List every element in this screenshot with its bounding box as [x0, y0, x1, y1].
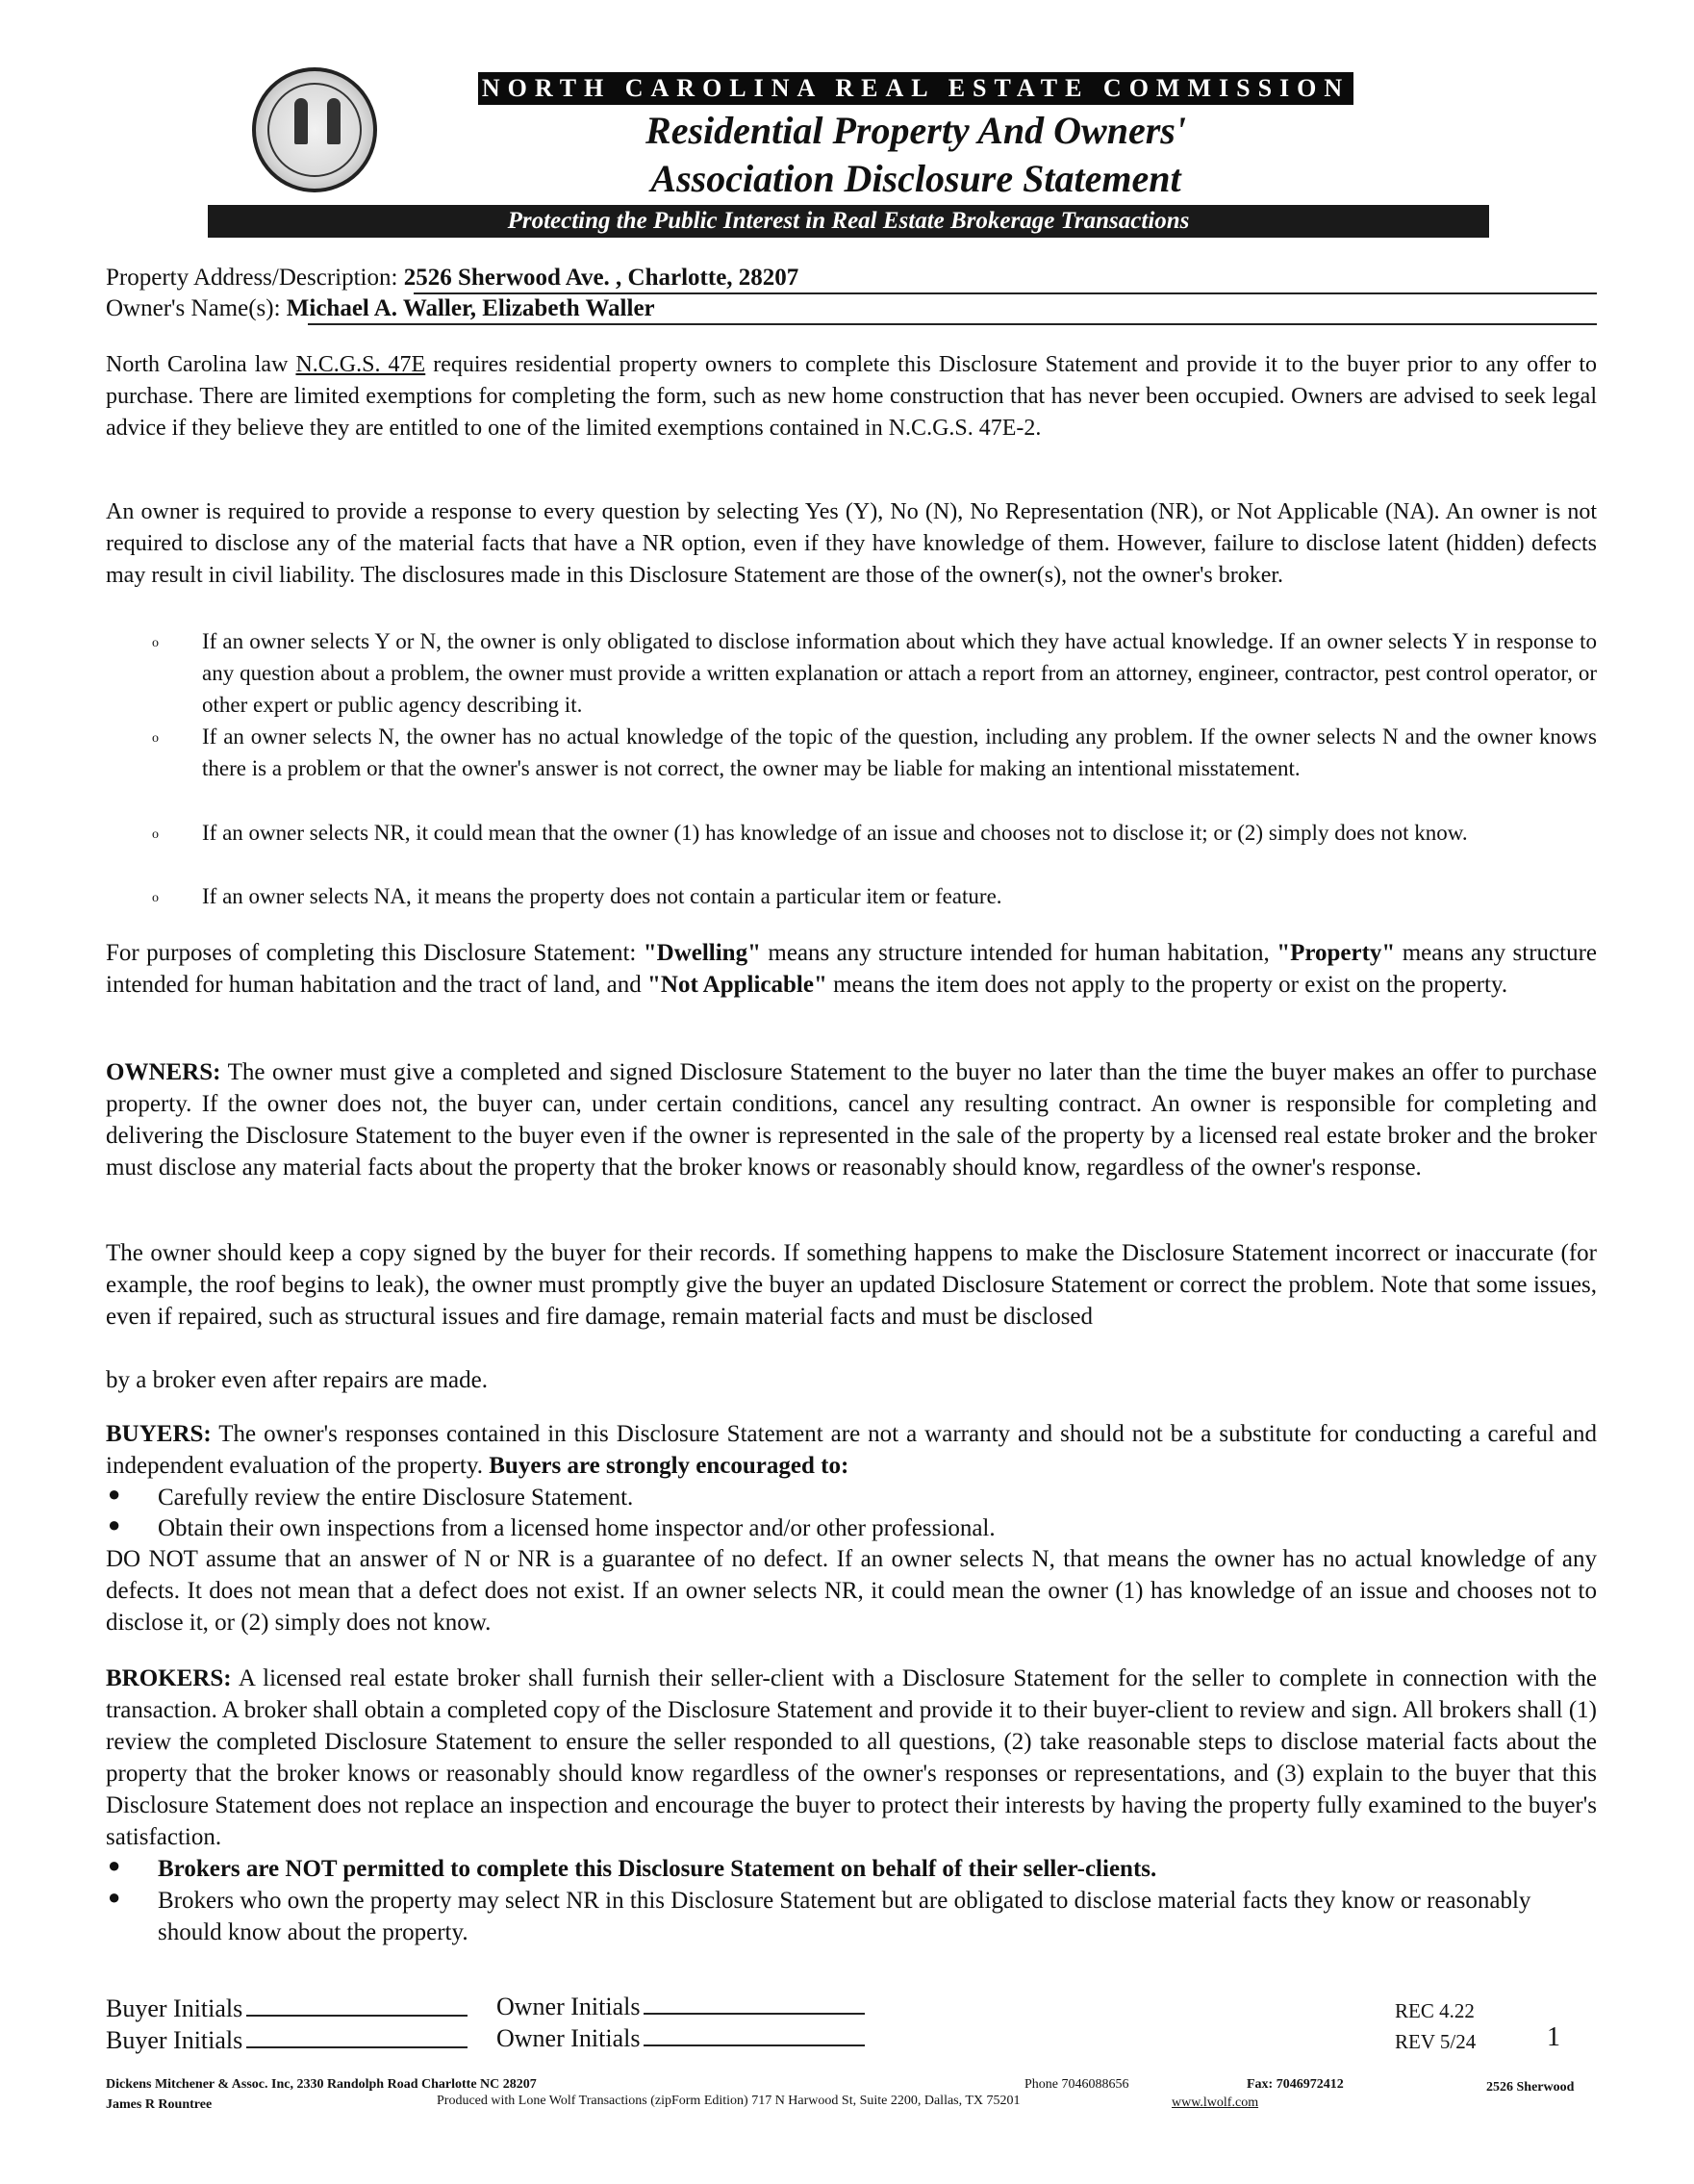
bullet-marker: ● [108, 1512, 121, 1536]
brokers-section: BROKERS: A licensed real estate broker shall furnish their seller-client with a Disclosure Statement for the seller to complete in connection with the transaction. A broker shall obtain a completed copy of the Disclosure Statement and provide it to their buyer-client to review and sign. All brokers shall (1) review the completed Disclosure Statement to ensure the seller responded to all questions, (2) take reasonable steps to disclose material facts about the property that the broker knows or reasonably should know regardless of the owner's responses or representations, and (3) explain to the buyer that this Disclosure Statement does not replace an inspection and encourage the buyer to protect their interests by having the property fully examined to the buyer's satisfaction. [106, 1665, 1597, 1850]
buyer-initials-1: Buyer Initials [106, 1994, 468, 2023]
bullet-marker: o [152, 827, 159, 842]
bullet-n: If an owner selects N, the owner has no actual knowledge of the topic of the question, including any problem. If the owner selects N and the owner knows there is a problem or that the owner's answer is not correct, the owner may be liable for making an intentional misstatement. [202, 724, 1597, 780]
produced-with: Produced with Lone Wolf Transactions (zipForm Edition) 717 N Harwood St, Suite 2200, Dallas, TX 75201 [437, 2094, 1021, 2108]
buyers-note: DO NOT assume that an answer of N or NR is a guarantee of no defect. If an owner selects N, that means the owner has no actual knowledge of any defects. It does not mean that a defect does not exist. If an owner selects NR, it could mean the owner (1) has knowledge of an issue and chooses not to disclose it, or (2) simply does not know. [106, 1546, 1597, 1636]
brokers-item-own-property: Brokers who own the property may select NR in this Disclosure Statement but are obligated to disclose material facts they know or reasonably should know about the property. [158, 1888, 1531, 1945]
buyers-heading: BUYERS: [106, 1421, 212, 1447]
owner-initials-1: Owner Initials [496, 1992, 865, 2021]
commission-banner: NORTH CAROLINA REAL ESTATE COMMISSION [478, 72, 1353, 105]
buyer-initials-field[interactable] [246, 1994, 468, 2017]
owner-initials-2: Owner Initials [496, 2023, 865, 2053]
owners-value: Michael A. Waller, Elizabeth Waller [286, 295, 655, 321]
bullet-marker: ● [108, 1853, 121, 1877]
lwolf-link[interactable]: www.lwolf.com [1172, 2095, 1259, 2110]
bullet-marker: o [152, 636, 159, 650]
buyers-section: BUYERS: The owner's responses contained in this Disclosure Statement are not a warranty and should not be a substitute for conducting a careful and independent evaluation of the property. Buyers are strongly encouraged to: [106, 1421, 1597, 1479]
state-seal-icon [252, 67, 377, 192]
response-instructions: An owner is required to provide a response to every question by selecting Yes (Y), No (N), No Representation (NR), or Not Applicable (NA). An owner is not required to disclose any of the material facts that have a NR option, even if they have knowledge of them. However, failure to disclose latent (hidden) defects may result in civil liability. The disclosures made in this Disclosure Statement are those of the owner(s), not the owner's broker. [106, 499, 1597, 588]
bullet-y-or-n: If an owner selects Y or N, the owner is only obligated to disclose information about which they have actual knowledge. If an owner selects Y in response to any question about a problem, the owner must provide a written explanation or attach a report from an attorney, engineer, contractor, pest control operator, or other expert or public agency describing it. [202, 629, 1597, 717]
owners-update-paragraph: The owner should keep a copy signed by the buyer for their records. If something happens to make the Disclosure Statement incorrect or inaccurate (for example, the roof begins to leak), the owner must promptly give the buyer an updated Disclosure Statement or correct the problem. Note that some issues, even if repaired, such as structural issues and fire damage, remain material facts and must be disclosed [106, 1240, 1597, 1330]
bullet-marker: ● [108, 1885, 121, 1909]
page-number: 1 [1547, 2022, 1560, 2052]
owners-field [106, 295, 655, 322]
address-value: 2526 Sherwood Ave. , Charlotte, 28207 [403, 265, 799, 291]
owners-heading: OWNERS: [106, 1059, 221, 1085]
buyers-item-review: Carefully review the entire Disclosure Statement. [158, 1485, 634, 1511]
form-title-line1: Residential Property And Owners' [645, 109, 1186, 152]
bullet-marker: ● [108, 1482, 121, 1506]
brokers-item-not-permitted: Brokers are NOT permitted to complete this Disclosure Statement on behalf of their seller-clients. [158, 1856, 1157, 1882]
address-field [106, 265, 798, 292]
bullet-na: If an owner selects NA, it means the property does not contain a particular item or feature. [202, 884, 1002, 908]
intro-paragraph: North Carolina law N.C.G.S. 47E requires residential property owners to complete this Disclosure Statement and provide it to the buyer prior to any offer to purchase. There are limited exemptions for completing the form, such as new home construction that has never been occupied. Owners are advised to seek legal advice if they believe they are entitled to one of the limited exemptions contained in N.C.G.S. 47E-2. [106, 352, 1597, 441]
bullet-marker: o [152, 891, 159, 905]
form-title-line2: Association Disclosure Statement [650, 157, 1181, 200]
buyer-initials-2: Buyer Initials [106, 2025, 468, 2055]
address-label: Property Address/Description: [106, 265, 398, 291]
ncgs-reference: N.C.G.S. 47E [295, 352, 426, 377]
fax-number: Fax: 7046972412 [1247, 2077, 1344, 2092]
address-underline [414, 292, 1597, 294]
owners-underline [308, 323, 1597, 325]
owners-label: Owner's Name(s): [106, 295, 281, 321]
phone-number: Phone 7046088656 [1024, 2077, 1129, 2092]
definitions-paragraph: For purposes of completing this Disclosure Statement: "Dwelling" means any structure intended for human habitation, "Property" means any structure intended for human habitation and the tract of land, and "Not Applicable" means the item does not apply to the property or exist on the property. [106, 940, 1597, 998]
rev-code: REV 5/24 [1395, 2030, 1477, 2053]
owner-initials-field[interactable] [644, 2023, 865, 2046]
company-info: Dickens Mitchener & Assoc. Inc, 2330 Randolph Road Charlotte NC 28207 [106, 2077, 537, 2092]
brokers-heading: BROKERS: [106, 1665, 232, 1691]
owner-initials-field[interactable] [644, 1992, 865, 2015]
agent-name: James R Rountree [106, 2097, 213, 2112]
buyer-initials-field[interactable] [246, 2025, 468, 2048]
tagline-banner: Protecting the Public Interest in Real Estate Brokerage Transactions [208, 205, 1489, 238]
bullet-nr: If an owner selects NR, it could mean that the owner (1) has knowledge of an issue and chooses not to disclose it; or (2) simply does not know. [202, 821, 1468, 845]
owners-update-tail: by a broker even after repairs are made. [106, 1367, 488, 1393]
bullet-marker: o [152, 731, 159, 746]
buyers-item-inspections: Obtain their own inspections from a licensed home inspector and/or other professional. [158, 1515, 996, 1541]
rec-code: REC 4.22 [1395, 1999, 1475, 2022]
owners-section: OWNERS: The owner must give a completed and signed Disclosure Statement to the buyer no later than the time the buyer makes an offer to purchase property. If the owner does not, the buyer can, under certain conditions, cancel any resulting contract. An owner is responsible for completing and delivering the Disclosure Statement to the buyer even if the owner is represented in the sale of the property by a licensed real estate broker and the broker must disclose any material facts about the property that the broker knows or reasonably should know, regardless of the owner's response. [106, 1059, 1597, 1181]
file-name: 2526 Sherwood [1486, 2080, 1575, 2095]
